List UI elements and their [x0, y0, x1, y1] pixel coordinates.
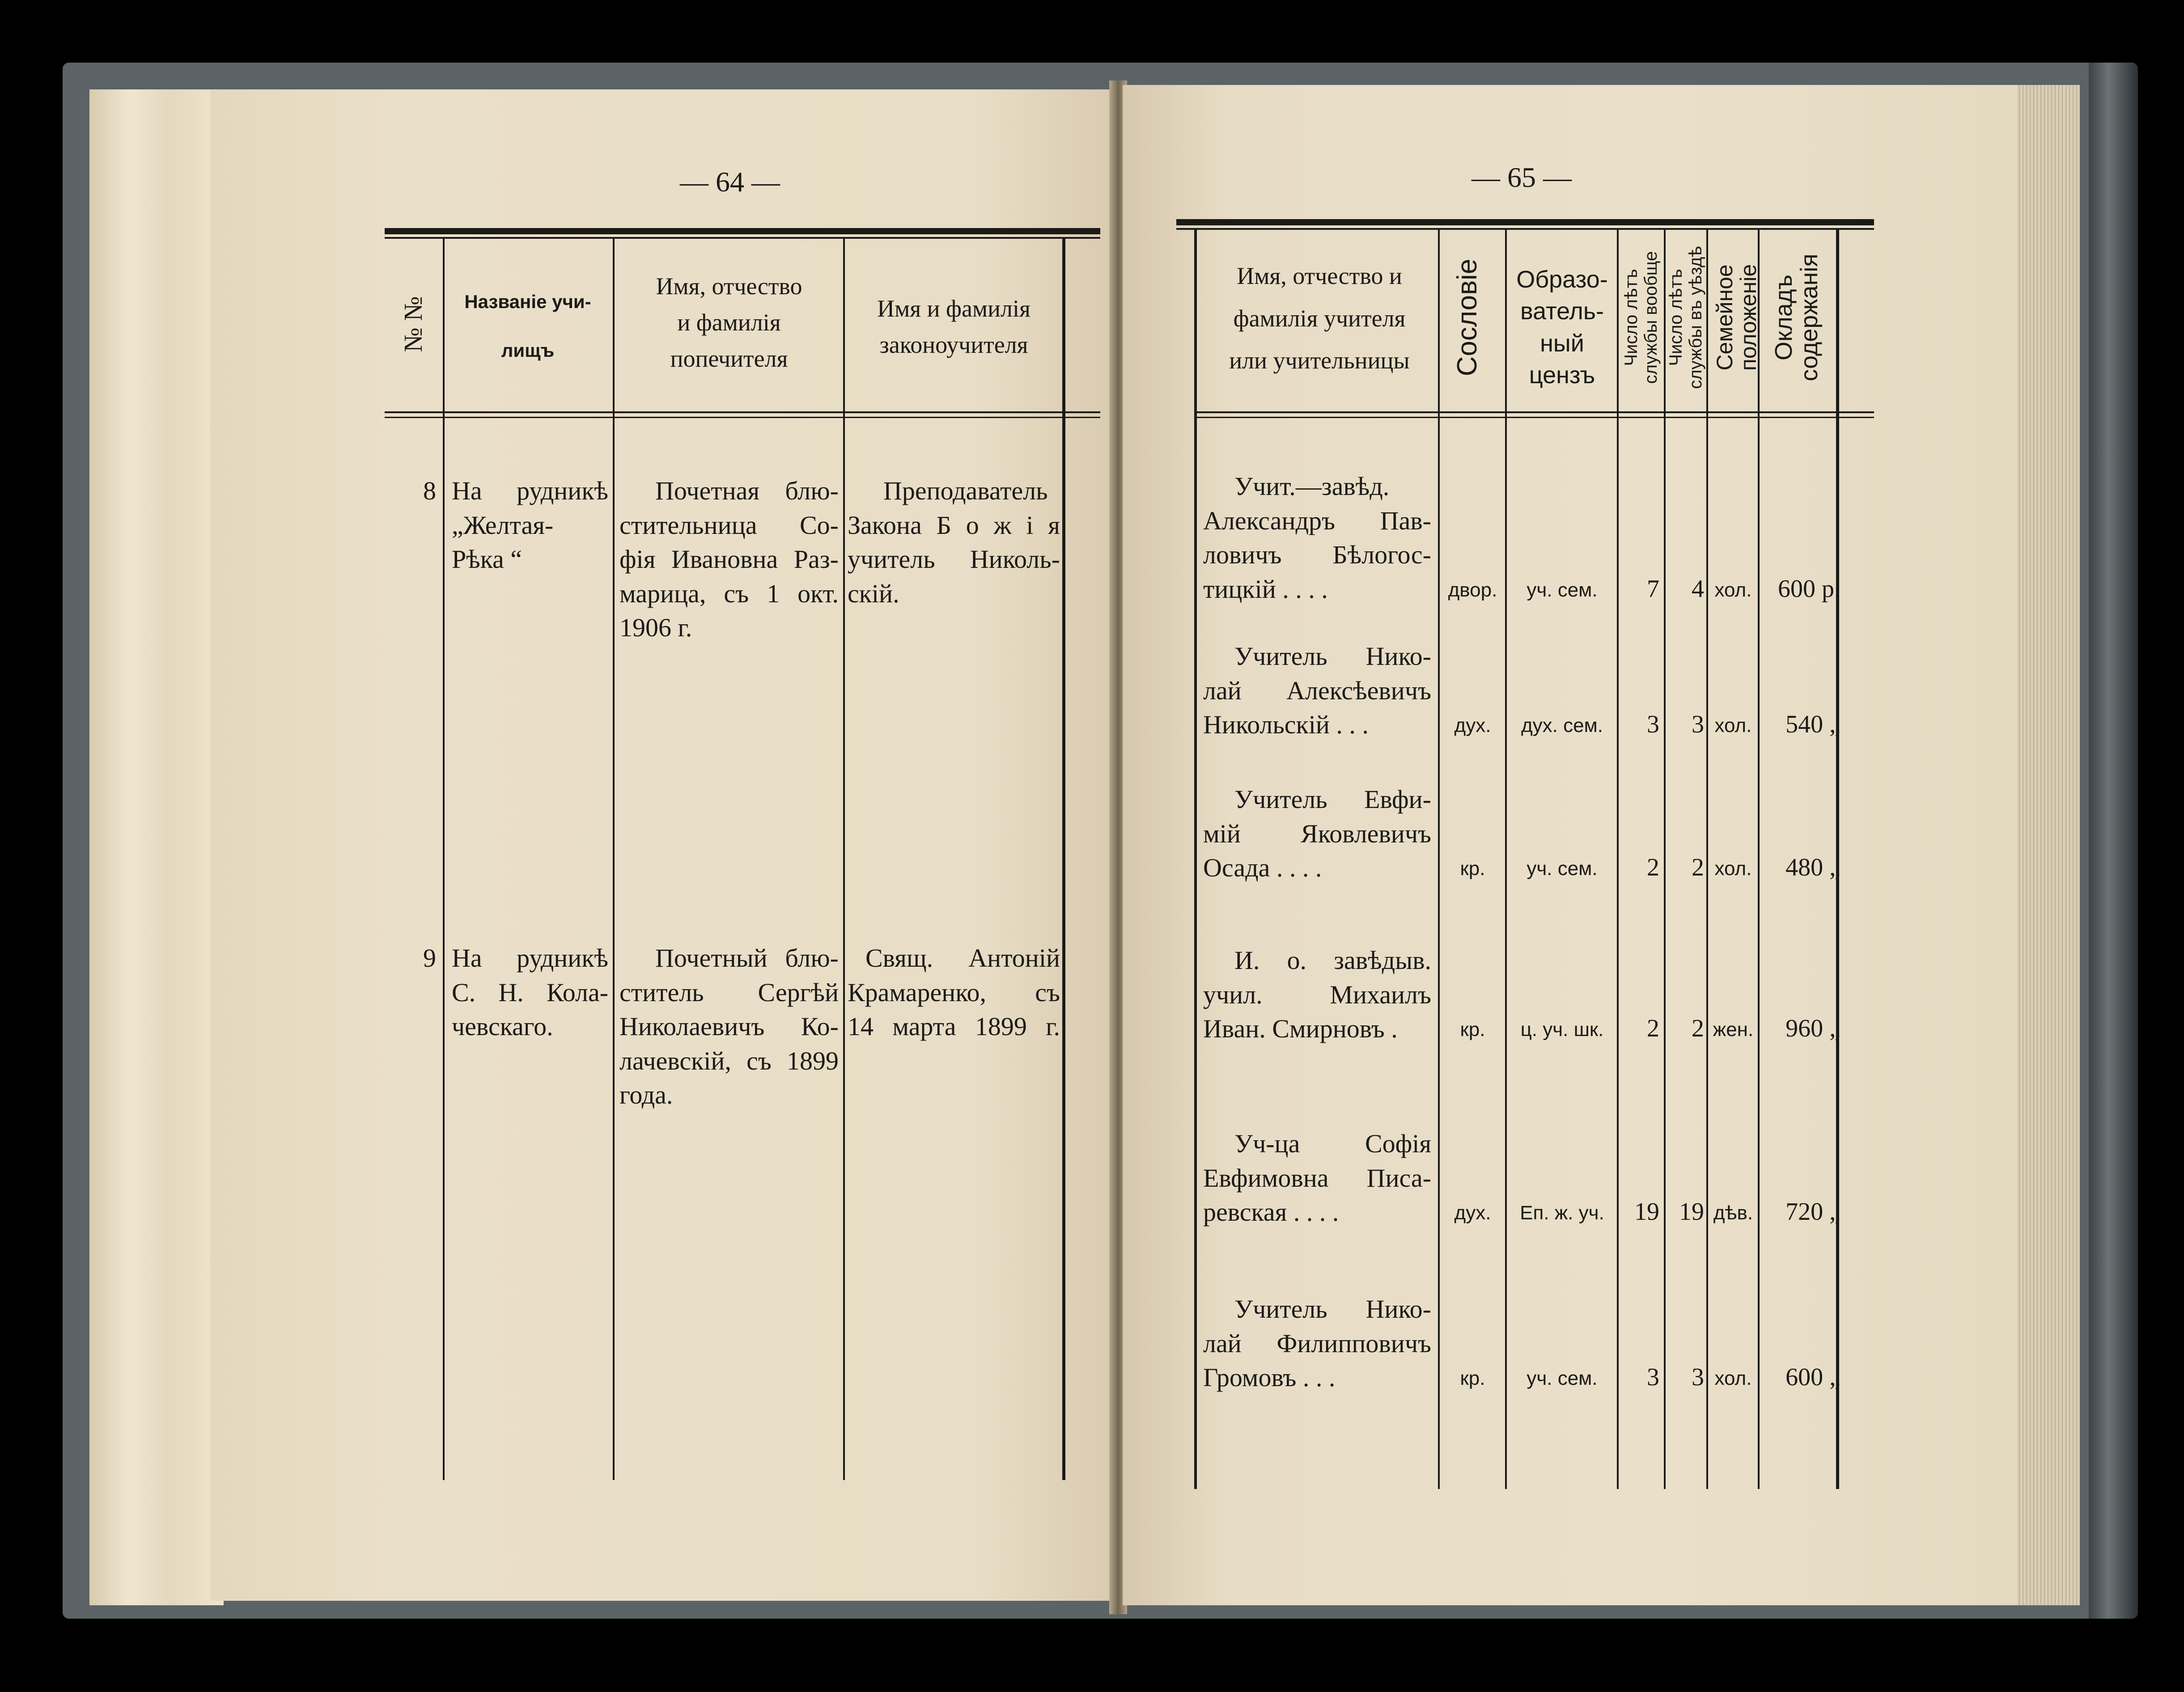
col-line-4 — [1664, 228, 1666, 1489]
years-district-cell: 2 — [1692, 854, 1704, 881]
years-district-cell: 4 — [1692, 575, 1704, 603]
years-total-cell: 2 — [1647, 854, 1659, 881]
top-rule-thin — [1176, 228, 1874, 230]
estate-cell: кр. — [1460, 858, 1485, 880]
col-line-0 — [1194, 228, 1197, 1489]
header-num: № № — [399, 296, 428, 352]
header-estate: Сословіе — [1452, 258, 1483, 376]
header-rule-thin — [385, 417, 1100, 418]
family-cell: хол. — [1714, 715, 1752, 736]
right-page-stack — [2013, 85, 2080, 1605]
header-salary: Окладъ содержанія — [1770, 254, 1823, 381]
header-school: Названіе учи- лищъ — [464, 291, 591, 361]
row-8-school: На рудникѣ „Желтая- Рѣка “ — [452, 476, 608, 574]
salary-cell: 720 „ — [1785, 1198, 1840, 1226]
estate-cell: двор. — [1448, 579, 1497, 601]
col-line-2 — [613, 237, 615, 1480]
cover-edge — [2089, 63, 2138, 1619]
education-cell: уч. сем. — [1527, 579, 1598, 601]
col-line-2 — [1505, 228, 1507, 1489]
years-district-cell: 3 — [1692, 1363, 1704, 1391]
header-name: Имя, отчество и фамилія учителя или учительницы — [1229, 262, 1410, 374]
row-9-trustee: Почетный блю- ститель Сергѣй Николаевичъ Ко- лачевскій, съ 1899 года. — [619, 943, 839, 1110]
family-cell: жен. — [1713, 1019, 1754, 1041]
header-rule-thin — [1194, 417, 1874, 418]
education-cell: уч. сем. — [1527, 1367, 1598, 1389]
education-cell: Еп. ж. уч. — [1520, 1202, 1604, 1224]
family-cell: дѣв. — [1713, 1202, 1753, 1224]
col-line-1 — [443, 237, 445, 1480]
left-page-stack — [89, 89, 224, 1605]
top-rule-thin — [385, 237, 1100, 239]
family-cell: хол. — [1714, 858, 1752, 880]
header-rule — [1194, 411, 1874, 413]
family-cell: хол. — [1714, 579, 1752, 601]
teacher-name: Учитель Евфи- мій Яковлевичъ Осада . . . . — [1203, 785, 1431, 883]
education-cell: ц. уч. шк. — [1520, 1019, 1604, 1041]
salary-cell: 480 „ — [1785, 854, 1840, 881]
teacher-name: Учит.—завѣд. Александръ Пав- ловичъ Бѣлогос- тицкій . . . . — [1203, 472, 1431, 604]
row-8-num: 8 — [423, 476, 436, 505]
years-district-cell: 2 — [1692, 1015, 1704, 1042]
col-line-6 — [1758, 228, 1760, 1489]
page-number-65: — 65 — — [1472, 161, 1572, 193]
col-line-5 — [1706, 228, 1708, 1489]
row-8-trustee: Почетная блю- стительница Со- фія Ивановна Раз- марица, съ 1 окт. 1906 г. — [619, 476, 839, 643]
years-total-cell: 3 — [1647, 711, 1659, 738]
header-education: Образо- ватель- ный цензъ — [1516, 266, 1608, 389]
estate-cell: кр. — [1460, 1019, 1485, 1041]
header-priest: Имя и фамилія законоучителя — [877, 295, 1031, 358]
years-district-cell: 19 — [1679, 1198, 1704, 1226]
teacher-name: И. о. завѣдыв. учил. Михаилъ Иван. Смирновъ . — [1203, 946, 1431, 1044]
row-9-school: На рудникѣ С. Н. Кола- чевскаго. — [452, 943, 608, 1041]
page-number-64: — 64 — — [680, 166, 780, 198]
top-rule — [1176, 219, 1874, 225]
col-line-3 — [1617, 228, 1619, 1489]
row-8-priest: Преподаватель Закона Б о ж і я учитель Николь- скій. — [848, 476, 1060, 608]
salary-cell: 960 „ — [1785, 1015, 1840, 1042]
header-family: Семейное положеніе — [1712, 264, 1761, 371]
family-cell: хол. — [1714, 1367, 1752, 1389]
years-district-cell: 3 — [1692, 711, 1704, 738]
left-page — [210, 89, 1114, 1601]
teacher-name: Учитель Нико- лай Филипповичъ Громовъ . . . — [1203, 1294, 1431, 1392]
row-9-priest: Свящ. Антоній Крамаренко, съ 14 марта 1899 г. — [848, 943, 1060, 1041]
education-cell: дух. сем. — [1521, 715, 1603, 736]
estate-cell: кр. — [1460, 1367, 1485, 1389]
right-page — [1123, 85, 2017, 1605]
teacher-name: Учитель Нико- лай Алексѣевичъ Никольскій . . . — [1203, 642, 1431, 740]
salary-cell: 600 „ — [1785, 1363, 1840, 1391]
salary-cell: 600 р. — [1778, 575, 1840, 603]
top-rule — [385, 228, 1100, 234]
header-trustee: Имя, отчество и фамилія попечителя — [656, 273, 802, 372]
header-rule — [385, 411, 1100, 413]
estate-cell: дух. — [1454, 715, 1491, 736]
row-9-num: 9 — [423, 943, 436, 973]
col-line-3 — [843, 237, 845, 1480]
years-total-cell: 19 — [1634, 1198, 1659, 1226]
col-line-4 — [1062, 237, 1065, 1480]
years-total-cell: 7 — [1647, 575, 1659, 603]
years-total-cell: 2 — [1647, 1015, 1659, 1042]
years-total-cell: 3 — [1647, 1363, 1659, 1391]
header-years-total: Число лѣтъ службы вообще — [1621, 251, 1661, 384]
teacher-name: Уч-ца Софія Евфимовна Писа- ревская . . . . — [1203, 1129, 1431, 1227]
col-line-1 — [1438, 228, 1440, 1489]
salary-cell: 540 „ — [1785, 711, 1840, 738]
header-years-district: Число лѣтъ службы въ уѣздѣ — [1666, 246, 1705, 389]
education-cell: уч. сем. — [1527, 858, 1598, 880]
estate-cell: дух. — [1454, 1202, 1491, 1224]
